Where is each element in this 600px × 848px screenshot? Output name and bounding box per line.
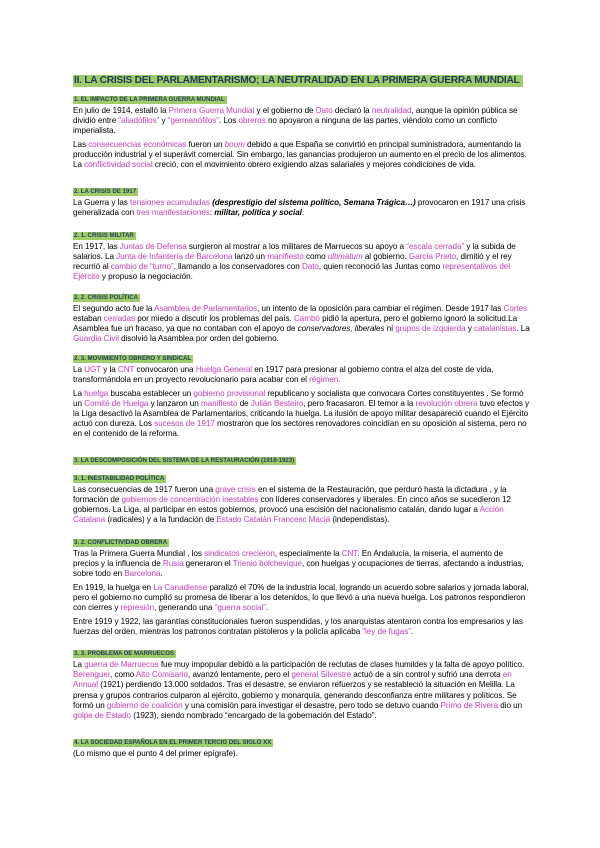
text-run: Dato	[315, 106, 333, 115]
text-run: gobierno de coalición	[106, 700, 183, 710]
text-run: grave crisis	[215, 485, 256, 495]
text-run: Primera Guerra Mundial	[168, 106, 255, 115]
paragraph: Tras la Primera Guerra Mundial , los sindicatos crecieron, especialmente la CNT. En Andalucía, la miseria, el aumento de precios y la influencia de Rusia generaron el Trienio bolchevique, con huelgas y ocupaciones de tierras, afectando a industrias, sobre todo en Barcelona.	[73, 548, 524, 578]
text-run: manifiesto	[267, 251, 304, 261]
paragraph: La huelga buscaba establecer un gobierno provisional republicano y socialista que convocara Cortes constituyentes . Se formó un Comité de Huelga y lanzaron un manifiesto de Julián Besteiro, pero fracasaron. El temor a la revolución obrera tuvo efectos y la Liga desactivó la Asamblea de Parlamentarios, criticando la huelga. La ilusión de apoyo militar desapareció cuando el Ejército actuó con dureza. Los sucesos de 1917 mostraron que los sectores renovadores coincidían en su oposición al sistema, pero no en el contenido de la reforma.	[73, 388, 530, 439]
text-run: Julián Besteiro	[250, 398, 304, 408]
paragraph: La guerra de Marruecos fue muy impopular debido a la participación de reclutas de clases humildes y la falta de apoyo político. Berenguer, como Alto Comisario, avanzó lentamente, pero el general Silvestre actuó de a sin control y sufrió una derrota en Annual (1921) perdiendo 13.000 soldados. Tras el desastre, se enviaron refuerzos y se restableció la situación en Melilla. La prensa y grupos contrarios culparon al ejército, gobierno y monarquía, generando desconfianza entre militares y políticos. Se formó un gobierno de coalición y una comisión para investigar el desastre, pero todo se detuvo cuando Primo de Rivera dio un golpe de Estado (1923), siendo nombrado “encargado de la gobernación del Estado”.	[73, 660, 525, 720]
text-run: general Silvestre	[291, 670, 352, 680]
paragraph: La Guerra y las tensiones acumuladas (desprestigio del sistema político, Semana Trágica…) provocaron en 1917 una crisis generalizada con tres manifestaciones: militar, política y social.	[73, 197, 526, 217]
text-run: Estado Catalán Francesc Maciá	[216, 515, 331, 525]
subheading-conflictividad: 3. 2. CONFLICTIVIDAD OBRERA	[74, 538, 168, 546]
text-run: ultimátum	[327, 251, 363, 261]
paragraph: En 1917, las Juntas de Defensa surgieron al mostrar a los militares de Marruecos su apoyo a “escala cerrada” y la subida de salarios. La Junta de Infantería de Barcelona lanzó un manifiesto como ultimátum al gobierno. García Prieto, dimitió y el rey recurrió al cambio de “turno”, llamando a los conservadores con Dato, quien reconoció las Juntas como representativos del Ejército y propuso la negociación.	[73, 241, 516, 282]
text-run: régimen	[309, 374, 339, 384]
text-run: Comité de Huelga	[84, 398, 149, 408]
text-run: “germanófilos”	[167, 116, 219, 126]
paragraph: (Lo mismo que el punto 4 del primer epígrafe).	[73, 748, 238, 758]
text-run: cerradas	[103, 314, 135, 324]
text-run: CNT	[117, 364, 135, 374]
text-run: gobiernos de concentración inestables	[121, 495, 259, 505]
text-run: conservadores, liberales	[297, 324, 385, 334]
text-run: gobierno provisional	[193, 388, 266, 398]
text-run: Dato	[301, 261, 319, 271]
text-run: boom	[224, 140, 245, 150]
text-run: La Canadiense	[153, 582, 208, 592]
document-page	[73, 70, 531, 759]
text-run: Trienio bolchevique	[232, 558, 302, 568]
paragraph: La UGT y la CNT convocaron una Huelga General en 1917 para presionar al gobierno contra el alza del coste de vida, transformándola en un proyecto revolucionario para acabar con el régimen.	[73, 364, 494, 384]
subheading-crisis-militar: 2. 1. CRISIS MILITAR	[74, 231, 134, 239]
text-run: (desprestigio del sistema político, Semana Trágica…)	[212, 197, 416, 207]
text-run: catalanistas	[474, 324, 517, 334]
text-run: en Annual	[73, 670, 512, 690]
subheading-inestabilidad: 3. 1. INESTABILIDAD POLÍTICA	[74, 475, 165, 483]
text-run: “escala cerrada”	[406, 241, 465, 251]
subheading-impacto-guerra: 1. EL IMPACTO DE LA PRIMERA GUERRA MUNDIAL	[74, 96, 225, 103]
text-run: “ley de fugas”	[362, 627, 411, 637]
text-run: tres manifestaciones	[136, 207, 210, 217]
text-run: Berenguer	[73, 670, 111, 680]
text-run: “aliadófilos”	[118, 116, 160, 126]
text-run: represión	[120, 603, 155, 612]
text-run: sucesos de 1917	[154, 418, 215, 428]
text-run: revolución obrera	[415, 398, 478, 408]
subheading-sociedad: 4. LA SOCIEDAD ESPAÑOLA EN EL PRIMER TERCIO DEL SIGLO XX	[74, 738, 272, 746]
text-run: Rusia	[162, 558, 184, 568]
text-run: guerra de Marruecos	[84, 660, 159, 670]
subheading-descomposicion: 3. LA DESCOMPOSICIÓN DEL SISTEMA DE LA RESTAURACIÓN (1918-1923)	[74, 457, 295, 465]
text-run: García Prieto	[408, 251, 457, 261]
text-run: Barcelona	[124, 568, 161, 578]
main-heading: II. LA CRISIS DEL PARLAMENTARISMO; LA NEUTRALIDAD EN LA PRIMERA GUERRA MUNDIAL	[73, 75, 523, 87]
text-run: Juntas de Defensa	[119, 241, 187, 251]
section-2-heading	[73, 70, 531, 88]
paragraph: Las consecuencias económicas fueron un boom debido a que España se convirtió en principal suministradora, aumentando la producción industrial y el superávit comercial. Sin embargo, las ganancias produjeron un aumento en el precio de los alimentos. La conflictividad social creció, con el movimiento obrero exigiendo alzas salariales y mejores condiciones de vida.	[73, 140, 527, 170]
paragraph: Entre 1919 y 1922, las garantías constitucionales fueron suspendidas, y los anarquistas atentaron contra los empresarios y las fuerzas del orden, mientras los patronos contratan pistoleros y la policía aplicaba “ley de fugas”.	[73, 617, 523, 637]
text-run: neutralidad	[371, 106, 412, 115]
text-run: UGT	[84, 364, 102, 374]
text-run: CNT	[341, 548, 358, 558]
text-run: Cambó	[293, 314, 320, 324]
text-run: consecuencias económicas	[88, 140, 187, 150]
text-run: Primo de Rivera	[440, 700, 499, 710]
text-run: Huelga General	[195, 364, 253, 374]
text-run: Cortes	[503, 304, 528, 314]
text-run: militar, política y social	[214, 207, 302, 217]
text-run: representativos del Ejército	[73, 261, 511, 282]
paragraph: El segundo acto fue la Asamblea de Parlamentarios, un intento de la oposición para cambiar el régimen. Desde 1917 las Cortes estaban cerradas por miedo a discutir los problemas del país. Cambó pidió la apertura, pero el gobierno ignoró la solicitud.La Asamblea fue un fracaso, ya que no contaban con el apoyo de conservadores, liberales ni grupos de izquierda y catalanistas. La Guardia Civil disolvió la Asamblea por orden del gobierno.	[73, 304, 530, 344]
text-run: conflictividad social	[84, 160, 153, 170]
paragraph: En 1919, la huelga en La Canadiense paralizó el 70% de la industria local, logrando un acuerdo sobre salarios y jornada laboral, pero el gobierno no cumplió su promesa de liberar a los detenidos, lo que llevó a una nueva huelga. Los patronos respondieron con cierres y represión, generando una “guerra social”.	[73, 582, 529, 612]
paragraph: En julio de 1914, estalló la Primera Guerra Mundial y el gobierno de Dato declaró la neutralidad, aunque la opinión pública se dividió entre “aliadófilos” y “germanófilos”. Los obreros no apoyaron a ninguna de las partes, viéndolo como un conflicto imperialista.	[73, 106, 518, 136]
text-run: grupos de izquierda	[395, 324, 466, 334]
text-run: sindicatos crecieron	[204, 548, 275, 558]
text-run: Alto Comisario	[135, 670, 189, 680]
text-run: Acción Catalana	[73, 505, 504, 525]
text-run: “guerra social”	[214, 603, 266, 612]
text-run: Junta de Infantería de Barcelona	[116, 251, 233, 261]
text-run: cambio de “turno”	[110, 261, 174, 271]
text-run: tensiones acumuladas	[130, 197, 210, 207]
subheading-marruecos: 3. 3. PROBLEMA DE MARRUECOS	[74, 650, 174, 658]
text-run: Asamblea de Parlamentarios	[154, 304, 258, 314]
text-run: huelga	[84, 388, 109, 398]
subheading-movimiento-obrero: 2. 3. MOVIMIENTO OBRERO Y SINDICAL	[74, 354, 192, 362]
subheading-crisis-politica: 2. 2. CRISIS POLÍTICA	[74, 294, 138, 302]
paragraph: Las consecuencias de 1917 fueron una grave crisis en el sistema de la Restauración, que perduró hasta la dictadura , y la formación de gobiernos de concentración inestables con líderes conservadores y liberales. En cinco años se sucedieron 12 gobiernos. La Liga, al participar en estos gobiernos, provocó una escisión del nacionalismo catalán, dando lugar a Acción Catalana (radicales) y a la fundación de Estado Catalán Francesc Maciá (independistas).	[73, 485, 511, 525]
text-run: Guardia Civil	[73, 334, 119, 344]
text-run: golpe de Estado	[73, 710, 131, 720]
text-run: manifiesto	[200, 398, 238, 408]
text-run: obreros	[238, 116, 266, 126]
subheading-crisis-1917: 2. LA CRISIS DE 1917	[74, 187, 137, 195]
